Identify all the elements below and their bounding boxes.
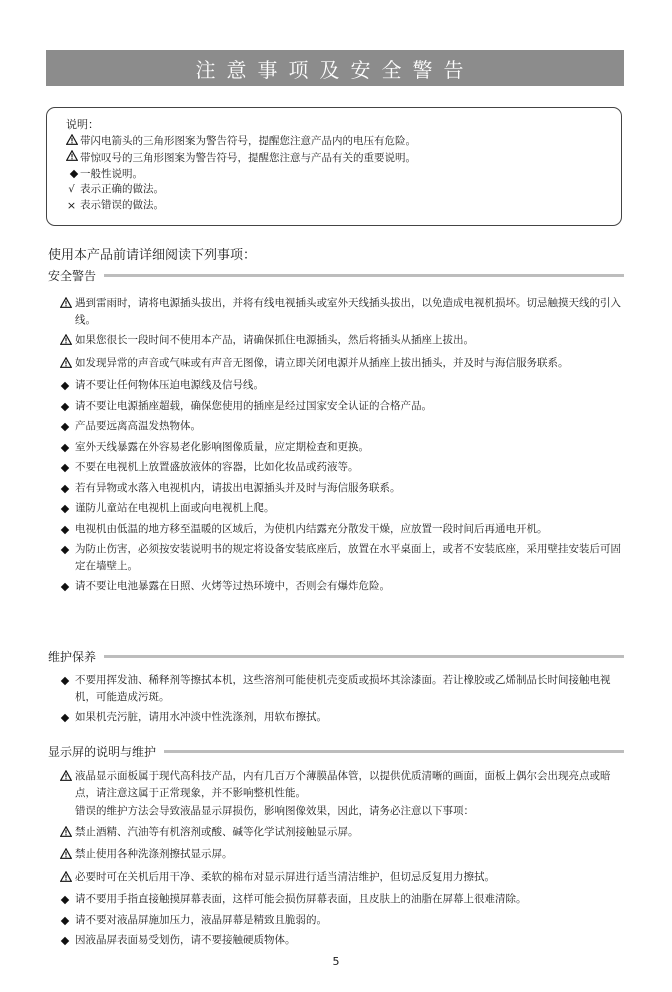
diamond-bullet-icon [61, 464, 69, 472]
list-item [60, 869, 624, 888]
safety-section-heading [48, 267, 624, 284]
list-item-text: 电视机由低温的地方移至温暖的区域后，为使机内结露充分散发干燥，应放置一段时间后再通电开机。 [75, 522, 548, 535]
diamond-bullet-icon [61, 505, 69, 513]
legend-item [63, 150, 621, 167]
list-item [60, 500, 624, 517]
display-heading-text: 显示屏的说明与维护 [48, 745, 157, 759]
diamond-bullet-icon [61, 443, 69, 451]
list-item-text: 液晶显示面板属于现代高科技产品，内有几百万个薄膜晶体管，以提供优质清晰的画面，面板上偶尔会出现亮点或暗点，请注意这属于正常现象，并不影响整机性能。 [75, 770, 611, 799]
warning-triangle-icon [60, 297, 72, 328]
list-item [60, 398, 624, 415]
diamond-bullet-icon [61, 402, 69, 410]
diamond-bullet-icon [61, 937, 69, 945]
list-item-text: 产品要远离高温发热物体。 [75, 420, 201, 432]
diamond-bullet-icon [61, 896, 69, 904]
section-rule [104, 274, 624, 277]
diamond-bullet-icon [61, 423, 69, 431]
legend-item [63, 198, 621, 214]
legend-item-text: 带惊叹号的三角形图案为警告符号，提醒您注意与产品有关的重要说明。 [80, 151, 416, 164]
safety-list [60, 295, 624, 599]
list-item-text: 请不要让电源插座超载，确保您使用的插座是经过国家安全认证的合格产品。 [75, 399, 432, 412]
diamond-bullet-icon [61, 916, 69, 924]
list-item [60, 332, 624, 351]
list-item-text: 因液晶屏表面易受划伤，请不要接触硬质物体。 [75, 934, 296, 946]
list-item-text: 若有异物或水落入电视机内，请拔出电源插头并及时与海信服务联系。 [75, 481, 401, 494]
list-item [60, 824, 624, 843]
list-item-text: 谨防儿童站在电视机上面或向电视机上爬。 [75, 502, 275, 514]
list-item-text: 遇到雷雨时，请将电源插头拔出，并将有线电视插头或室外天线插头拔出，以免造成电视机损坏。切忌触摸天线的引入线。 [75, 297, 621, 326]
list-item-text: 不要用挥发油、稀释剂等擦拭本机，这些溶剂可能使机壳变质或损坏其涂漆面。若让橡胶或乙烯制品长时间接触电视机，可能造成污斑。 [75, 674, 611, 703]
legend-item-text: 表示错误的做法。 [80, 198, 164, 211]
list-item [60, 932, 624, 949]
warning-triangle-icon [60, 357, 72, 374]
list-item-text: 如果您很长一段时间不使用本产品，请确保抓住电源插头，然后将插头从插座上拔出。 [75, 334, 474, 346]
list-item-text: 请不要对液晶屏施加压力，液晶屏幕是精致且脆弱的。 [75, 913, 327, 926]
diamond-bullet-icon [70, 170, 78, 178]
display-list [60, 824, 624, 949]
list-item [60, 377, 624, 394]
legend-box [46, 107, 622, 226]
warning-triangle-icon [60, 334, 72, 351]
legend-title: 说明： [66, 118, 99, 131]
check-icon: √ [68, 184, 75, 195]
list-item-text: 请不要用手指直接触摸屏幕表面，这样可能会损伤屏幕表面，且皮肤上的油脂在屏幕上很难清除。 [75, 893, 527, 905]
cross-icon: × [66, 198, 77, 212]
warning-triangle-icon [60, 770, 72, 801]
page-title-banner [46, 50, 624, 86]
intro-text: 使用本产品前请详细阅读下列事项： [48, 248, 257, 263]
list-item [60, 912, 624, 929]
diamond-bullet-icon [61, 714, 69, 722]
list-item-text: 必要时可在关机后用干净、柔软的棉布对显示屏进行适当清洁维护，但切忌反复用力擦拭。 [75, 870, 495, 883]
list-item-text: 请不要让任何物体压迫电源线及信号线。 [75, 379, 264, 391]
warning-triangle-icon [60, 826, 72, 843]
list-item-text: 不要在电视机上放置盛放液体的容器，比如化妆品或药液等。 [75, 461, 359, 473]
list-item [60, 578, 624, 595]
list-item-text: 如发现异常的声音或气味或有声音无图像，请立即关闭电源并从插座上拔出插头，并及时与海信服务联系。 [75, 356, 569, 369]
warning-triangle-icon [66, 134, 78, 151]
display-section-body [60, 768, 624, 953]
list-item [60, 355, 624, 374]
display-section-heading [48, 743, 624, 760]
legend-item [63, 134, 621, 151]
diamond-bullet-icon [61, 525, 69, 533]
list-item [60, 418, 624, 435]
care-list [60, 672, 624, 730]
diamond-bullet-icon [61, 382, 69, 390]
legend-item [63, 167, 621, 183]
list-item [60, 521, 624, 538]
page-title: 注意事项及安全警告 [195, 57, 475, 82]
list-item-text: 室外天线暴露在外容易老化影响图像质量，应定期检查和更换。 [75, 440, 369, 453]
diamond-bullet-icon [61, 677, 69, 685]
list-item-text: 禁止酒精、汽油等有机溶剂或酸、碱等化学试剂接触显示屏。 [75, 825, 359, 838]
display-lead [60, 768, 624, 801]
section-rule [104, 655, 624, 658]
list-item [60, 768, 624, 801]
list-item [60, 709, 624, 726]
warning-triangle-icon [60, 848, 72, 865]
section-rule [164, 750, 624, 753]
legend-item [63, 182, 621, 198]
list-item [60, 295, 624, 328]
list-item [60, 541, 624, 574]
care-heading-text: 维护保养 [48, 650, 97, 664]
list-item-text: 请不要让电池暴露在日照、火烤等过热环境中，否则会有爆炸危险。 [75, 580, 390, 592]
diamond-bullet-icon [61, 484, 69, 492]
display-note: 错误的维护方法会导致液晶显示屏损伤，影响图像效果，因此，请务必注意以下事项： [75, 805, 474, 817]
warning-triangle-icon [60, 871, 72, 888]
legend-item-text: 表示正确的做法。 [80, 183, 164, 195]
page-number: 5 [332, 955, 340, 968]
diamond-bullet-icon [61, 583, 69, 591]
list-item-text: 如果机壳污脏，请用水冲淡中性洗涤剂，用软布擦拭。 [75, 711, 327, 723]
warning-triangle-icon [66, 150, 78, 167]
list-item [60, 891, 624, 908]
legend-item-text: 带闪电箭头的三角形图案为警告符号，提醒您注意产品内的电压有危险。 [80, 135, 416, 147]
list-item [60, 459, 624, 476]
legend-item-text: 一般性说明。 [80, 167, 143, 180]
list-item [60, 480, 624, 497]
safety-heading-text: 安全警告 [48, 269, 97, 283]
list-item-text: 禁止使用各种洗涤剂擦拭显示屏。 [75, 848, 233, 860]
list-item [60, 672, 624, 705]
list-item-text: 为防止伤害，必须按安装说明书的规定将设备安装底座后，放置在水平桌面上，或者不安装底座，采用壁挂安装后可固定在墙壁上。 [75, 543, 621, 572]
list-item [60, 439, 624, 456]
care-section-heading [48, 648, 624, 665]
diamond-bullet-icon [61, 546, 69, 554]
list-item [60, 846, 624, 865]
